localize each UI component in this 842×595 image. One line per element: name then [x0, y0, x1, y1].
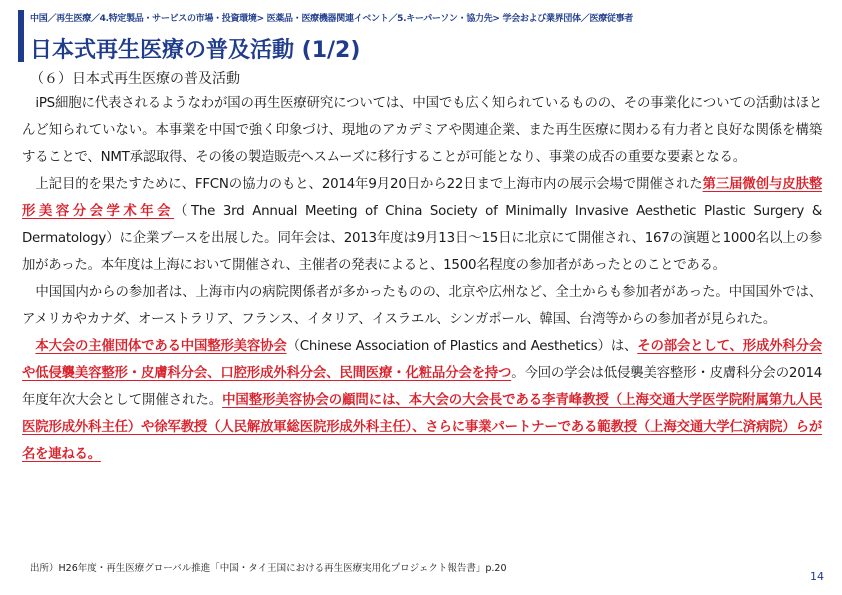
- paragraph-1: [22, 90, 822, 171]
- paragraph-1-text: iPS細胞に代表されるようなわが国の再生医療研究については、中国でも広く知られているものの、その事業化についての活動はほとんど知られていない。本事業を中国で強く印象づけ、現地のアカデミアや関連企業、また再生医療に関わる有力者と良好な関係を構築することで、NMT承認取得、その後の製造販売へスムーズに移行することが可能となり、事業の成否の重要な要素となる。: [22, 96, 822, 165]
- paragraph-2-text-a: 上記目的を果たすために、FFCNの協力のもと、2014年9月20日から22日まで上海市内の展示会場で開催された: [35, 177, 703, 192]
- page-number: 14: [810, 570, 824, 583]
- paragraph-2-text-b: （The 3rd Annual Meeting of China Society of Minimally Invasive Aesthetic Plastic Surgery & Dermatology）に企業ブースを出展した。同年会は、2013年度は9月13日～15日に北京にて開催され、167の演題と1000名以上の参加があった。本年度は上海において開催され、主催者の発表によると、1500名程度の参加者があったとのことである。: [22, 204, 823, 273]
- title-accent-bar: [18, 10, 24, 62]
- section-heading: （６）日本式再生医療の普及活動: [30, 71, 240, 87]
- paragraph-4-text-b: 。今回の学会は低侵襲美容整形・皮膚科分会の2014年度年次大会として開催された。: [22, 366, 823, 408]
- paragraph-2: [22, 171, 822, 279]
- paragraph-4: [22, 333, 822, 468]
- conference-name-highlight: 第三届微创与皮肤整形美容分会学术年会: [22, 177, 822, 219]
- organizer-highlight: 本大会の主催団体である中国整形美容协会: [35, 339, 287, 354]
- paragraph-3-text: 中国国内からの参加者は、上海市内の病院関係者が多かったものの、北京や広州など、全土からも参加者があった。中国国外では、アメリカやカナダ、オーストラリア、フランス、イタリア、イスラエル、シンガポール、韓国、台湾等からの参加者が見られた。: [22, 285, 822, 327]
- source-note: 出所）H26年度・再生医療グローバル推進「中国・タイ王国における再生医療実用化プロジェクト報告書」p.20: [30, 563, 507, 574]
- breadcrumb: 中国／再生医療／4.特定製品・サービスの市場・投資環境> 医薬品・医療機器関連イベント／5.キーパーソン・協力先> 学会および業界団体／医療従事者: [30, 14, 634, 24]
- paragraph-4-text-a: （Chinese Association of Plastics and Aesthetics）は、: [286, 339, 638, 354]
- paragraph-3: [22, 279, 822, 333]
- page-title: 日本式再生医療の普及活動 (1/2): [30, 38, 361, 63]
- body-text: [22, 90, 822, 468]
- subcommittee-highlight: その部会として、形成外科分会や低侵襲美容整形・皮膚科分会、口腔形成外科分会、民間医療・化粧品分会を持つ: [22, 339, 823, 381]
- advisors-highlight: 中国整形美容协会の顧問には、本大会の大会長である李青峰教授（上海交通大学医学院附属第九人民医院形成外科主任）や徐军教授（人民解放軍総医院形成外科主任）、さらに事業パートナーである範教授（上海交通大学仁済病院）らが名を連ねる。: [22, 393, 823, 462]
